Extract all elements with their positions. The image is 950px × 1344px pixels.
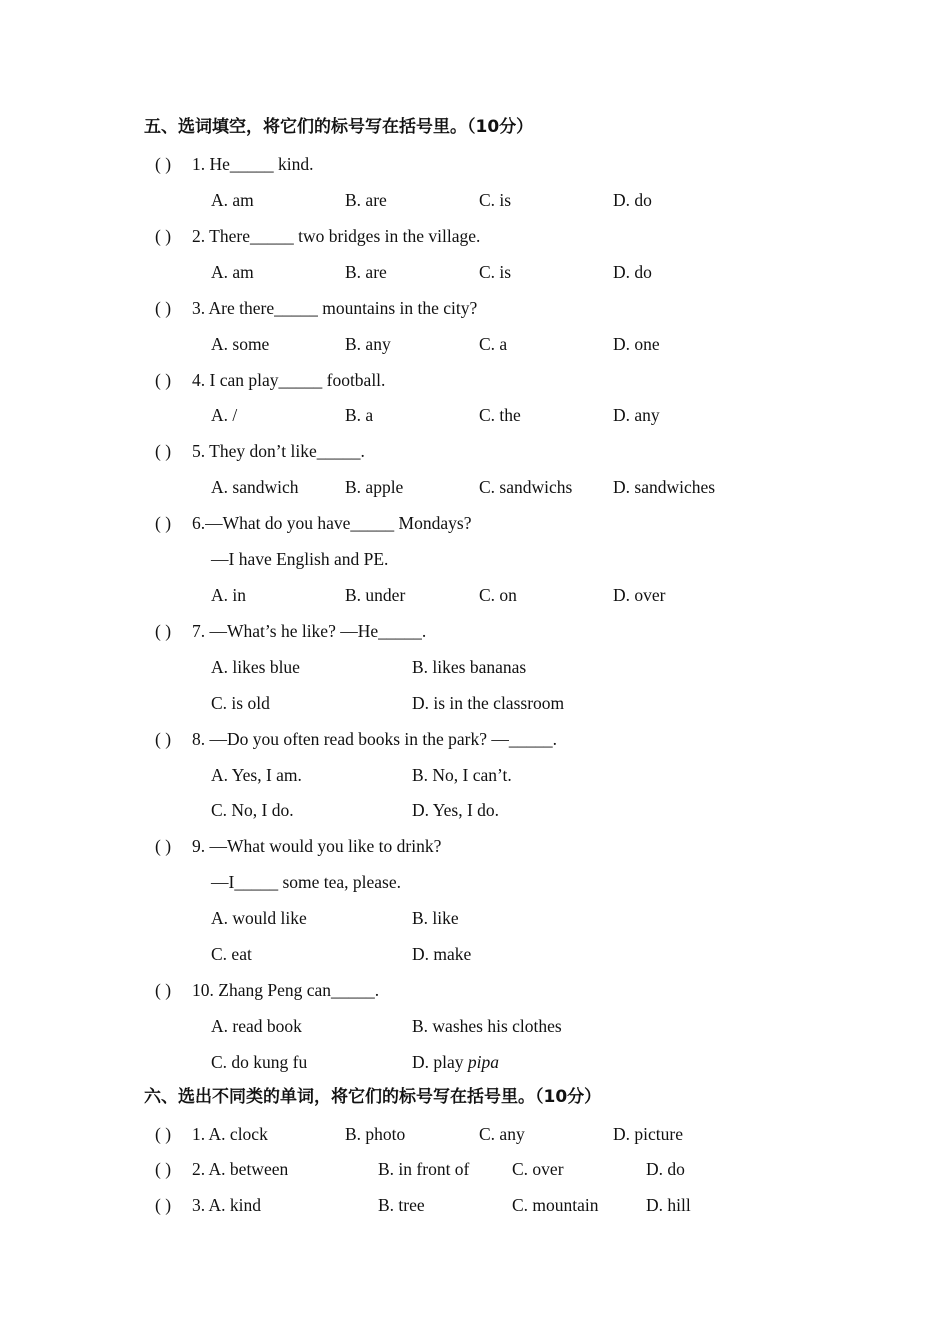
answer-paren-q9[interactable]: ( ) [155,836,172,856]
answer-paren-q10[interactable]: ( ) [155,980,172,1000]
q2-option-b: B. are [345,262,387,282]
q5-option-c: C. sandwichs [479,477,573,497]
answer-paren-q1[interactable]: ( ) [155,154,172,174]
question-4-stem: 4. I can play_____ football. [192,370,386,390]
q4-option-d: D. any [613,405,660,425]
question-7-stem: 7. —What’s he like? —He_____. [192,621,427,641]
q1-option-b: B. are [345,190,387,210]
q10-option-b: B. washes his clothes [412,1016,562,1036]
q5-option-a: A. sandwich [211,477,299,497]
question-1-stem: 1. He_____ kind. [192,154,314,174]
q1-option-d: D. do [613,190,652,210]
q10-option-d [412,1054,499,1072]
q1-option-a: A. am [211,190,254,210]
q5-option-d: D. sandwiches [613,477,716,497]
question-6-stem: 6.—What do you have_____ Mondays? [192,513,472,533]
s6-q3-option-d: D. hill [646,1195,691,1215]
section-6-heading: 六、选出不同类的单词，将它们的标号写在括号里。（10分） [144,1087,602,1107]
s6-q2-option-b: B. in front of [378,1159,470,1179]
s6-q1-option-a: 1. A. clock [192,1124,268,1144]
q6-option-a: A. in [211,585,246,605]
q6-option-c: C. on [479,585,517,605]
s6-q3-option-a: 3. A. kind [192,1195,262,1215]
q3-option-b: B. any [345,334,391,354]
q7-option-d: D. is in the classroom [412,693,565,713]
q9-option-c: C. eat [211,944,252,964]
q3-option-c: C. a [479,334,508,354]
question-10-stem: 10. Zhang Peng can_____. [192,980,380,1000]
q8-option-d: D. Yes, I do. [412,800,500,820]
question-9-stem: 9. —What would you like to drink? [192,836,442,856]
s6-q2-option-c: C. over [512,1159,564,1179]
answer-paren-q6[interactable]: ( ) [155,513,172,533]
question-3-stem: 3. Are there_____ mountains in the city? [192,298,478,318]
q7-option-c: C. is old [211,693,270,713]
answer-paren-q5[interactable]: ( ) [155,441,172,461]
q6-option-d: D. over [613,585,666,605]
answer-paren-q4[interactable]: ( ) [155,370,172,390]
s6-q1-option-b: B. photo [345,1124,406,1144]
q9-option-a: A. would like [211,908,307,928]
q2-option-d: D. do [613,262,652,282]
s6-q2-option-a: 2. A. between [192,1159,289,1179]
q5-option-b: B. apple [345,477,404,497]
section-5-heading: 五、选词填空，将它们的标号写在括号里。（10分） [144,117,534,137]
q8-option-b: B. No, I can’t. [412,765,512,785]
answer-paren-s6-q1[interactable]: ( ) [155,1124,172,1144]
q8-option-a: A. Yes, I am. [211,765,302,785]
question-6-response: —I have English and PE. [211,549,389,569]
q10-option-d-italic: pipa [467,1052,500,1072]
q10-option-c: C. do kung fu [211,1052,308,1072]
answer-paren-s6-q3[interactable]: ( ) [155,1195,172,1215]
answer-paren-s6-q2[interactable]: ( ) [155,1159,172,1179]
q7-option-b: B. likes bananas [412,657,527,677]
q4-option-c: C. the [479,405,521,425]
q2-option-a: A. am [211,262,254,282]
answer-paren-q8[interactable]: ( ) [155,729,172,749]
q3-option-d: D. one [613,334,660,354]
q9-option-b: B. like [412,908,459,928]
q10-option-d-text: D. play [412,1052,468,1072]
question-5-stem: 5. They don’t like_____. [192,441,365,461]
s6-q3-option-c: C. mountain [512,1195,599,1215]
s6-q3-option-b: B. tree [378,1195,425,1215]
question-8-stem: 8. —Do you often read books in the park? —_____. [192,729,557,749]
q9-option-d: D. make [412,944,472,964]
q6-option-b: B. under [345,585,406,605]
q1-option-c: C. is [479,190,512,210]
q7-option-a: A. likes blue [211,657,300,677]
answer-paren-q2[interactable]: ( ) [155,226,172,246]
answer-paren-q7[interactable]: ( ) [155,621,172,641]
s6-q2-option-d: D. do [646,1159,685,1179]
q4-option-b: B. a [345,405,374,425]
q4-option-a: A. / [211,405,238,425]
q2-option-c: C. is [479,262,512,282]
s6-q1-option-c: C. any [479,1124,525,1144]
answer-paren-q3[interactable]: ( ) [155,298,172,318]
s6-q1-option-d: D. picture [613,1124,683,1144]
question-9-response: —I_____ some tea, please. [211,872,402,892]
q3-option-a: A. some [211,334,270,354]
question-2-stem: 2. There_____ two bridges in the village. [192,226,481,246]
q8-option-c: C. No, I do. [211,800,294,820]
q10-option-a: A. read book [211,1016,302,1036]
